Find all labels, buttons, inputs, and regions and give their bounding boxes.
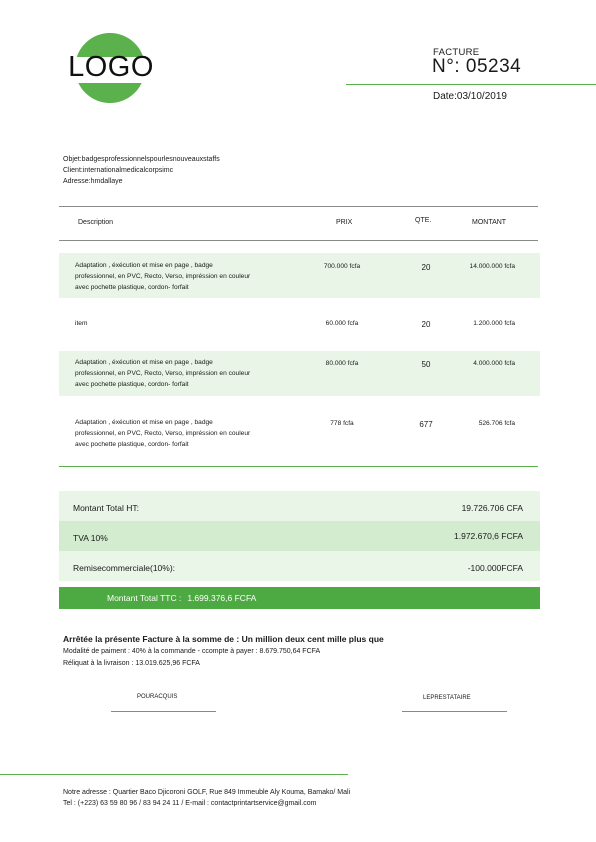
table-top-border (59, 206, 538, 207)
row-description: Adaptation , éxécution et mise en page , badge professionnel, en PVC, Recto, Verso, impréssion en couleur avec pochette plastique, cordon- forfait (75, 262, 251, 291)
header-divider (346, 84, 596, 85)
table-header-border (59, 240, 538, 241)
footer-divider (0, 774, 348, 775)
row-description: Adaptation , éxécution et mise en page , badge professionnel, en PVC, Recto, Verso, impréssion en couleur avec pochette plastique, cordon- forfait (75, 359, 251, 388)
tva-label: TVA 10% (73, 533, 108, 543)
total-ttc-value: 1.699.376,6 FCFA (187, 593, 257, 603)
total-ht-label: Montant Total HT: (73, 503, 139, 513)
table-bottom-border (59, 466, 538, 467)
row-montant: 14.000.000 fcfa (469, 263, 515, 270)
row-prix: 60.000 fcfa (325, 320, 359, 327)
header-prix: PRIX (336, 219, 353, 226)
row-prix: 80.000 fcfa (325, 360, 359, 367)
table-row (59, 351, 540, 396)
signature-provider-line (402, 711, 507, 712)
row-description: Adaptation , éxécution et mise en page , badge professionnel, en PVC, Recto, Verso, impréssion en couleur avec pochette plastique, cordon- forfait (75, 419, 251, 448)
amount-in-words (63, 634, 384, 644)
signature-client-line (111, 711, 216, 712)
logo (67, 33, 155, 103)
row-qte: 677 (419, 420, 433, 429)
table-row (59, 411, 540, 456)
remaining-on-delivery: Réliquat à la livraison : 13.019.625,96 FCFA (63, 660, 200, 667)
client-line: Client:internationalmedicalcorpsimc (63, 167, 174, 174)
logo-text: LOGO (68, 51, 154, 83)
remise-row (59, 551, 540, 581)
amount-in-words-value: Un million deux cent mille plus que (241, 634, 384, 644)
footer-contact: Tel : (+223) 63 59 80 96 / 83 94 24 11 / E-mail : contactprintartservice@gmail.com (63, 800, 317, 807)
row-montant: 526.706 fcfa (478, 420, 515, 427)
total-ttc-label: Montant Total TTC : (107, 593, 182, 603)
tva-value: 1.972.670,6 FCFA (454, 531, 523, 541)
table-row (59, 305, 540, 345)
row-qte: 20 (421, 320, 431, 329)
signature-client-label: POURACQUIS (137, 694, 178, 700)
amount-in-words-label: Arrêtée la présente Facture à la somme de : (63, 634, 240, 644)
payment-terms: Modalité de paiment : 40% à la commande - ccompte à payer : 8.679.750,64 FCFA (63, 648, 321, 655)
invoice-date: Date:03/10/2019 (433, 91, 507, 102)
table-row (59, 253, 540, 298)
total-ht-row (59, 491, 540, 521)
signature-provider-label: LEPRESTATAIRE (423, 695, 471, 701)
header-description: Description (78, 219, 114, 226)
footer-address: Notre adresse : Quartier Baco Djicoroni GOLF, Rue 849 Immeuble Aly Kouma, Bamako/ Mali (63, 789, 351, 796)
header-montant: MONTANT (472, 219, 507, 226)
row-montant: 4.000.000 fcfa (473, 360, 515, 367)
total-ht-value: 19.726.706 CFA (461, 503, 523, 513)
remise-label: Remisecommerciale(10%): (73, 563, 176, 573)
row-qte: 50 (421, 360, 431, 369)
header-qte: QTE. (415, 217, 432, 224)
tva-row (59, 521, 540, 551)
total-ttc (107, 593, 256, 603)
invoice-number: N°: 05234 (432, 56, 522, 77)
invoice-label: FACTURE (433, 47, 480, 58)
objet-line: Objet:badgesprofessionnelspourlesnouveauxstaffs (63, 156, 220, 163)
row-montant: 1.200.000 fcfa (473, 320, 515, 327)
row-prix: 700.000 fcfa (323, 263, 361, 270)
remise-value: -100.000FCFA (467, 563, 523, 573)
row-qte: 20 (421, 263, 431, 272)
adresse-line: Adresse:hmdallaye (63, 178, 123, 185)
row-description: item (75, 320, 88, 327)
row-prix: 778 fcfa (330, 420, 354, 427)
total-ttc-row (59, 587, 540, 609)
client-info (63, 154, 220, 187)
